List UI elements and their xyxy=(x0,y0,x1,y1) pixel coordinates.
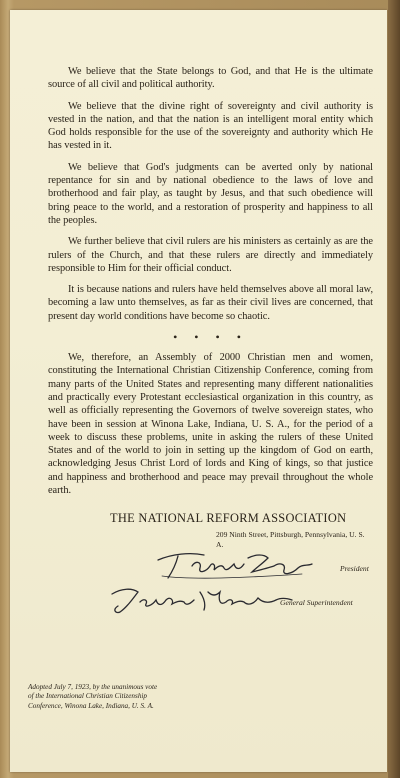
signature-title-superintendent: General Superintendent xyxy=(280,598,353,608)
paragraph: We believe that the State belongs to God, and that He is the ultimate source of all civil and political authority. xyxy=(48,66,373,91)
signature-president xyxy=(152,546,322,582)
section-separator: • • • • xyxy=(173,330,248,345)
paragraph: It is because nations and rulers have held themselves above all moral law, becoming a law unto themselves, as far as their civil lives are concerned, that present day world conditions have become so chaotic. xyxy=(48,284,373,322)
signature-block-president xyxy=(48,550,373,580)
adoption-note: Adopted July 7, 1923, by the unanimous vote of the International Christian Citizenship Conference, Winona Lake, Indiana, U. S. A. xyxy=(28,683,158,710)
signature-block-superintendent xyxy=(48,582,373,616)
association-name: THE NATIONAL REFORM ASSOCIATION xyxy=(110,511,347,526)
paragraph: We believe that the divine right of sovereignty and civil authority is vested in the nation, and that the nation is an intelligent moral entity which God holds responsible for the use of the sovereignty and authority which He has vested in it. xyxy=(48,100,373,152)
document-page xyxy=(10,10,387,772)
paragraph: We further believe that civil rulers are his ministers as certainly as are the rulers of the Church, and that these rulers are directly and immediately responsible to Him for their official conduct. xyxy=(48,236,373,274)
frame-edge xyxy=(388,0,400,778)
resolution-paragraph: We, therefore, an Assembly of 2000 Christian men and women, constituting the International Christian Citizenship Conference, coming from many parts of the United States and representing many different nationalities and practically every Protestant ecclesiastical organization in this country, as well as officially representing the Governors of twelve sovereign states, who have been in session at Winona Lake, Indiana, U. S. A., for the period of a week to discuss these problems, unite in asking the rulers of these United States and of the world to join in setting up the kingdom of God on earth, acknowledging Jesus Christ Lord of lords and King of kings, so that justice and happiness and brotherhood and peace may prevail throughout the whole earth. xyxy=(48,352,373,497)
signature-superintendent xyxy=(108,582,298,618)
association-address: 209 Ninth Street, Pittsburgh, Pennsylvania, U. S. A. xyxy=(216,530,365,550)
paragraph: We believe that God's judgments can be averted only by national repentance for sin and by national obedience to the laws of love and brotherhood and fair play, as taught by Jesus, and that such obedience will bring peace to the world, and a restoration of prosperity and happiness to all the peoples. xyxy=(48,161,373,226)
signature-title-president: President xyxy=(340,564,369,574)
